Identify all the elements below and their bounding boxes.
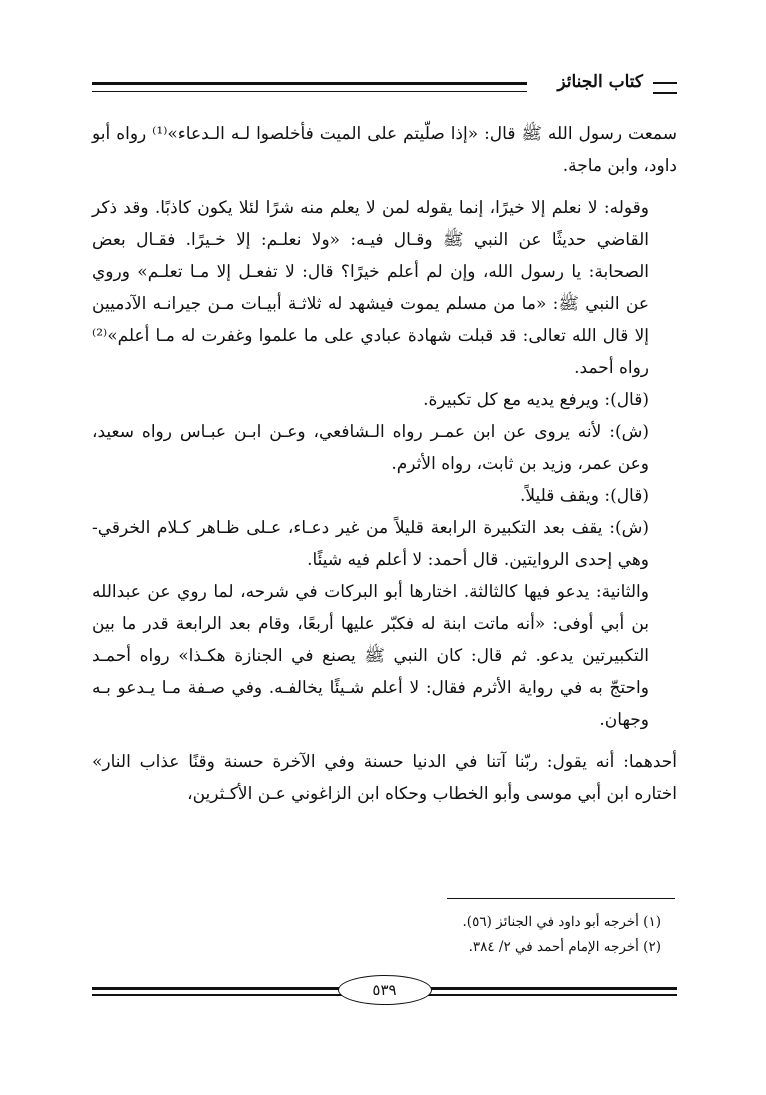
running-header bbox=[92, 72, 677, 102]
paragraph: (قال): ويقف قليلاً. bbox=[519, 486, 649, 506]
paragraph: والثانية: يدعو فيها كالثالثة. اختارها أبو البركات في شرحه، لما روي عن عبدالله بن أبي أوفى: «أنه ماتت ابنة له فكبّر عليها أربعًا، وقام بعد الرابعة قدر ما بين التكبيرتين يدعو. ثم قال: كان النبي ﷺ يصنع في الجنازة هكـذا» رواه أحمـد واحتجّ به في رواية الأثرم فقال: لا أعلم شـيئًا يخالفـه. وفي صـفة مـا يـدعو بـه وجهان. bbox=[92, 582, 649, 730]
paragraph: وقوله: لا نعلم إلا خيرًا، إنما يقوله لمن لا يعلم منه شرًا لئلا يكون كاذبًا. وقد ذكر القاضي حديثًا عن النبي ﷺ وقـال فيـه: «ولا نعلـم: إلا خـيرًا. فقـال بعض الصحابة: يا رسول الله، وإن لم أعلم خيرًا؟ قال: لا تفعـل إلا مـا تعلـم» وروي عن النبي ﷺ: «ما من مسلم يموت فيشهد له ثلاثـة أبيـات مـن جيرانـه الآدميين إلا قال الله تعالى: قد قبلت شهادة عبادي على ما علموا وغفرت له مـا أعلم»⁽²⁾ رواه أحمد. bbox=[92, 198, 649, 378]
paragraph: (ش): لأنه يروى عن ابن عمـر رواه الـشافعي، وعـن ابـن عبـاس رواه سعيد، وعن عمر، وزيد بن ثابت، رواه الأثرم. bbox=[92, 422, 649, 474]
header-title: كتاب الجنائز bbox=[557, 72, 643, 92]
footnote: (١) أخرجه أبو داود في الجنائز (٥٦). bbox=[462, 914, 661, 930]
header-ornament bbox=[653, 82, 677, 94]
paragraph: سمعت رسول الله ﷺ قال: «إذا صلّيتم على الميت فأخلصوا لـه الـدعاء»⁽¹⁾ رواه أبو داود، وابن ماجة. bbox=[92, 124, 677, 176]
main-text bbox=[92, 118, 677, 810]
footnote-rule bbox=[447, 898, 675, 899]
footnotes bbox=[92, 910, 677, 960]
footnote: (٢) أخرجه الإمام أحمد في ٢/ ٣٨٤. bbox=[468, 939, 661, 955]
paragraph: أحدهما: أنه يقول: ربّنا آتنا في الدنيا حسنة وفي الآخرة حسنة وقنًا عذاب النار» اختاره ابن أبي موسى وأبو الخطاب وحكاه ابن الزاغوني عـن الأكـثرين، bbox=[92, 752, 677, 804]
paragraph: (قال): ويرفع يديه مع كل تكبيرة. bbox=[423, 390, 649, 410]
paragraph: (ش): يقف بعد التكبيرة الرابعة قليلاً من غير دعـاء، عـلى ظـاهر كـلام الخرقي- وهي إحدى الروايتين. قال أحمد: لا أعلم فيه شيئًا. bbox=[92, 518, 649, 570]
page-number: ٥٣٩ bbox=[338, 975, 432, 1005]
header-rule bbox=[92, 82, 527, 92]
page-footer bbox=[92, 975, 677, 1005]
